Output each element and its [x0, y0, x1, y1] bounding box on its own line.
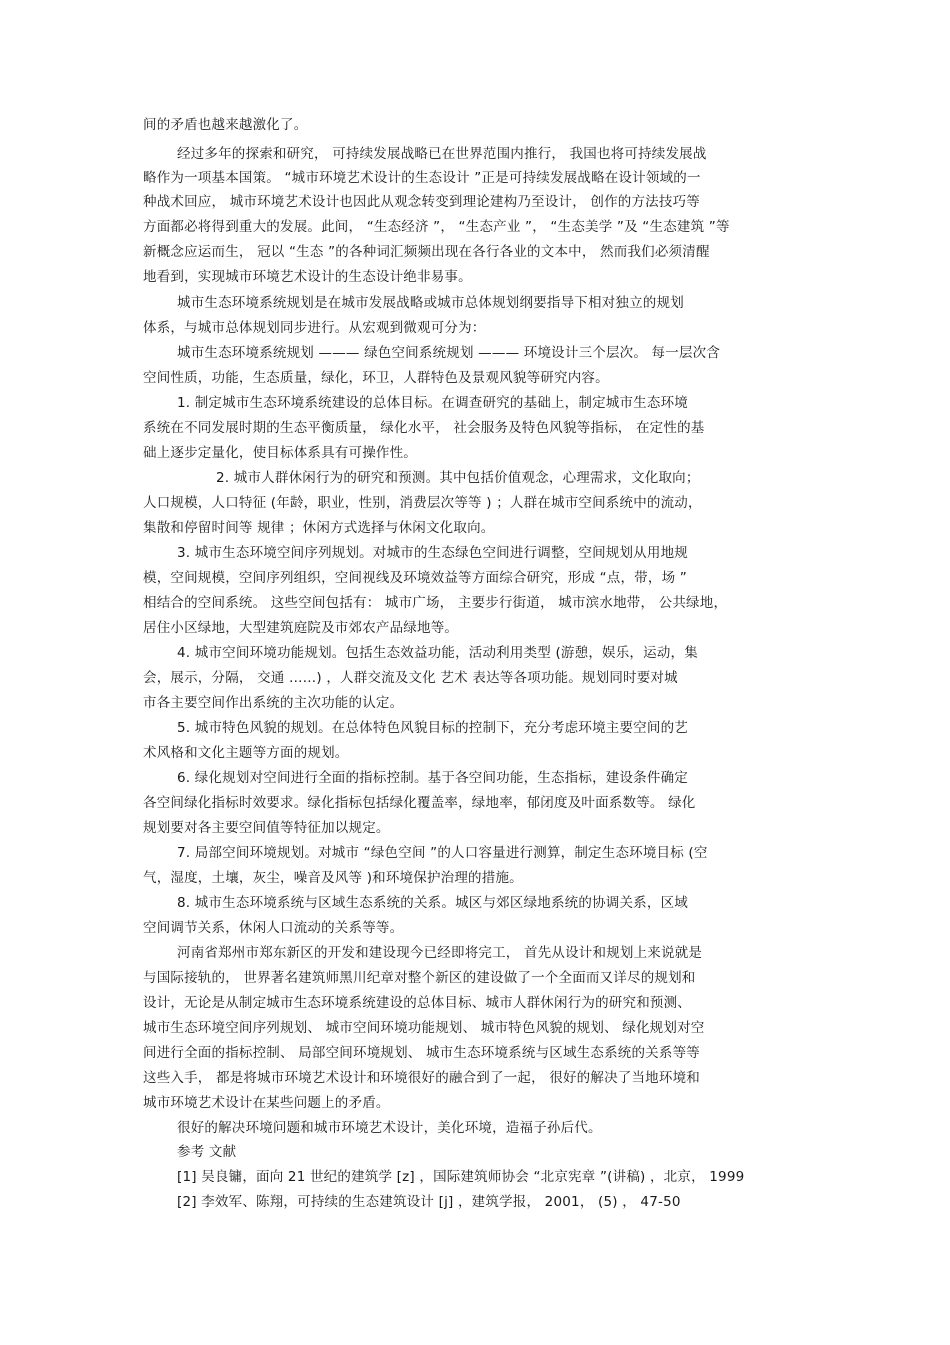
- text-line: 术风格和文化主题等方面的规划。: [143, 745, 349, 761]
- paragraph-start: 很好的解决环境问题和城市环境艺术设计，美化环境，造福子孙后代。: [177, 1120, 602, 1136]
- list-item-1: 1. 制定城市生态环境系统建设的总体目标。在调查研究的基础上，制定城市生态环境: [177, 395, 688, 411]
- text-line: 与国际接轨的， 世界著名建筑师黑川纪章对整个新区的建设做了一个全面而又详尽的规划和: [143, 970, 696, 986]
- paragraph-start: 经过多年的探索和研究， 可持续发展战略已在世界范围内推行， 我国也将可持续发展战: [177, 146, 707, 162]
- list-item-5: 5. 城市特色风貌的规划。在总体特色风貌目标的控制下，充分考虑环境主要空间的艺: [177, 720, 688, 736]
- reference-item: [2] 李效军、陈翔，可持续的生态建筑设计 [j] ，建筑学报， 2001， (5) ， 47-50: [177, 1194, 681, 1210]
- text-line: 体系，与城市总体规划同步进行。从宏观到微观可分为：: [143, 320, 486, 336]
- paragraph-start: 城市生态环境系统规划 ——— 绿色空间系统规划 ——— 环境设计三个层次。 每一层次含: [177, 345, 721, 361]
- references-heading: 参考 文献: [177, 1144, 237, 1160]
- list-item-7: 7. 局部空间环境规划。对城市 “绿色空间 ”的人口容量进行测算，制定生态环境目标 (空: [177, 845, 708, 861]
- text-line: 间的矛盾也越来越激化了。: [143, 117, 308, 133]
- text-line: 居住小区绿地，大型建筑庭院及市郊农产品绿地等。: [143, 620, 459, 636]
- text-line: 各空间绿化指标时效要求。绿化指标包括绿化覆盖率，绿地率，郁闭度及叶面系数等。 绿化: [143, 795, 696, 811]
- text-line: 人口规模，人口特征 (年龄，职业，性别，消费层次等等 ) ；人群在城市空间系统中的流动，: [143, 495, 702, 511]
- text-line: 城市生态环境空间序列规划、 城市空间环境功能规划、 城市特色风貌的规划、 绿化规划对空: [143, 1020, 705, 1036]
- reference-item: [1] 吴良镛，面向 21 世纪的建筑学 [z] ，国际建筑师协会 “北京宪章 ”(讲稿) ，北京， 1999: [177, 1169, 745, 1185]
- text-line: 规划要对各主要空间值等特征加以规定。: [143, 820, 390, 836]
- text-line: 这些入手， 都是将城市环境艺术设计和环境很好的融合到了一起， 很好的解决了当地环境和: [143, 1070, 700, 1086]
- list-item-3: 3. 城市生态环境空间序列规划。对城市的生态绿色空间进行调整，空间规划从用地规: [177, 545, 688, 561]
- paragraph-start: 城市生态环境系统规划是在城市发展战略或城市总体规划纲要指导下相对独立的规划: [177, 295, 684, 311]
- text-line: 种战术回应， 城市环境艺术设计也因此从观念转变到理论建构乃至设计， 创作的方法技巧等: [143, 194, 700, 210]
- text-line: 础上逐步定量化，使目标体系具有可操作性。: [143, 445, 417, 461]
- text-line: 略作为一项基本国策。 “城市环境艺术设计的生态设计 ”正是可持续发展战略在设计领域的一: [143, 170, 701, 186]
- text-line: 集散和停留时间等 规律 ；休闲方式选择与休闲文化取向。: [143, 520, 495, 536]
- text-line: 相结合的空间系统。 这些空间包括有： 城市广场， 主要步行街道， 城市滨水地带， 公共绿地，: [143, 595, 728, 611]
- text-line: 系统在不同发展时期的生态平衡质量， 绿化水平， 社会服务及特色风貌等指标， 在定性的基: [143, 420, 705, 436]
- list-item-8: 8. 城市生态环境系统与区域生态系统的关系。城区与郊区绿地系统的协调关系，区域: [177, 895, 688, 911]
- text-line: 方面都必将得到重大的发展。此间， “生态经济 ”， “生态产业 ”， “生态美学 ”及 “生态建筑 ”等: [143, 219, 730, 235]
- text-line: 空间调节关系，休闲人口流动的关系等等。: [143, 920, 404, 936]
- text-line: 空间性质，功能，生态质量，绿化，环卫，人群特色及景观风貌等研究内容。: [143, 370, 609, 386]
- text-line: 模，空间规模，空间序列组织，空间视线及环境效益等方面综合研究，形成 “点，带，场 ”: [143, 570, 687, 586]
- text-line: 城市环境艺术设计在某些问题上的矛盾。: [143, 1095, 390, 1111]
- text-line: 市各主要空间作出系统的主次功能的认定。: [143, 695, 404, 711]
- text-line: 设计，无论是从制定城市生态环境系统建设的总体目标、城市人群休闲行为的研究和预测、: [143, 995, 691, 1011]
- text-line: 新概念应运而生， 冠以 “生态 ”的各种词汇频频出现在各行各业的文本中， 然而我们必须清醒: [143, 244, 710, 260]
- list-item-4: 4. 城市空间环境功能规划。包括生态效益功能，活动利用类型 (游憩，娱乐，运动，集: [177, 645, 698, 661]
- text-line: 间进行全面的指标控制、 局部空间环境规划、 城市生态环境系统与区域生态系统的关系等等: [143, 1045, 700, 1061]
- list-item-2: 2. 城市人群休闲行为的研究和预测。其中包括价值观念，心理需求，文化取向；: [216, 470, 700, 486]
- paragraph-start: 河南省郑州市郑东新区的开发和建设现今已经即将完工， 首先从设计和规划上来说就是: [177, 945, 703, 961]
- text-line: 会，展示，分隔， 交通 ……) ，人群交流及文化 艺术 表达等各项功能。规划同时要对城: [143, 670, 678, 686]
- text-line: 地看到，实现城市环境艺术设计的生态设计绝非易事。: [143, 269, 472, 285]
- list-item-6: 6. 绿化规划对空间进行全面的指标控制。基于各空间功能，生态指标，建设条件确定: [177, 770, 688, 786]
- text-line: 气，湿度，土壤，灰尘，噪音及风等 )和环境保护治理的措施。: [143, 870, 523, 886]
